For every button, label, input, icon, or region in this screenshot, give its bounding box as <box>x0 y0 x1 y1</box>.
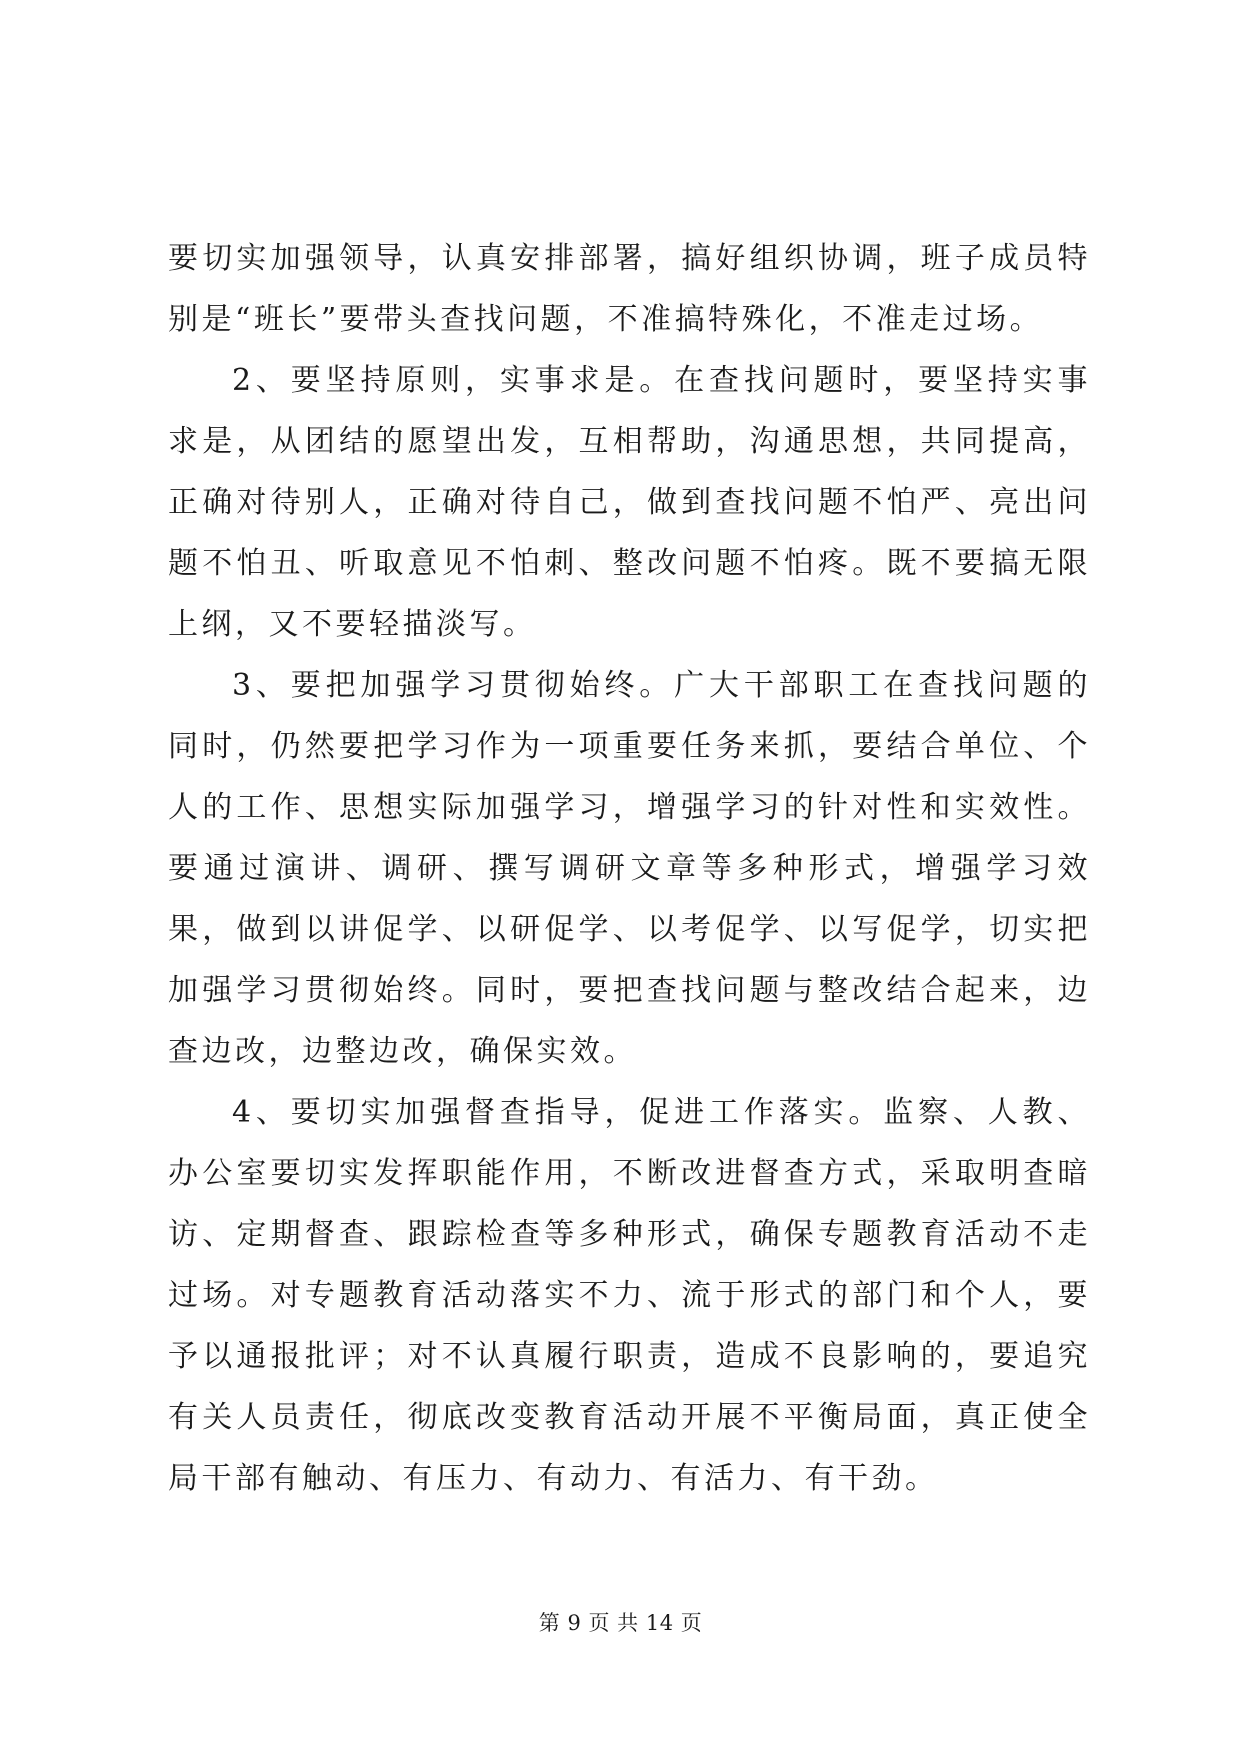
document-body <box>168 228 1091 1509</box>
paragraph-item-3: 3、要把加强学习贯彻始终。广大干部职工在查找问题的同时，仍然要把学习作为一项重要任务来抓，要结合单位、个人的工作、思想实际加强学习，增强学习的针对性和实效性。要通过演讲、调研、撰写调研文章等多种形式，增强学习效果，做到以讲促学、以研促学、以考促学、以写促学，切实把加强学习贯彻始终。同时，要把查找问题与整改结合起来，边查边改，边整边改，确保实效。 <box>168 668 1091 1069</box>
page-number-footer: 第 9 页 共 14 页 <box>538 1611 703 1635</box>
paragraph-continuation: 要切实加强领导，认真安排部署，搞好组织协调，班子成员特别是“班长”要带头查找问题，不准搞特殊化，不准走过场。 <box>168 241 1091 337</box>
paragraph-item-4: 4、要切实加强督查指导，促进工作落实。监察、人教、办公室要切实发挥职能作用，不断改进督查方式，采取明查暗访、定期督查、跟踪检查等多种形式，确保专题教育活动不走过场。对专题教育活动落实不力、流于形式的部门和个人，要予以通报批评；对不认真履行职责，造成不良影响的，要追究有关人员责任，彻底改变教育活动开展不平衡局面，真正使全局干部有触动、有压力、有动力、有活力、有干劲。 <box>168 1095 1091 1496</box>
paragraph-item-2: 2、要坚持原则，实事求是。在查找问题时，要坚持实事求是，从团结的愿望出发，互相帮助，沟通思想，共同提高，正确对待别人，正确对待自己，做到查找问题不怕严、亮出问题不怕丑、听取意见不怕刺、整改问题不怕疼。既不要搞无限上纲，又不要轻描淡写。 <box>168 363 1091 642</box>
